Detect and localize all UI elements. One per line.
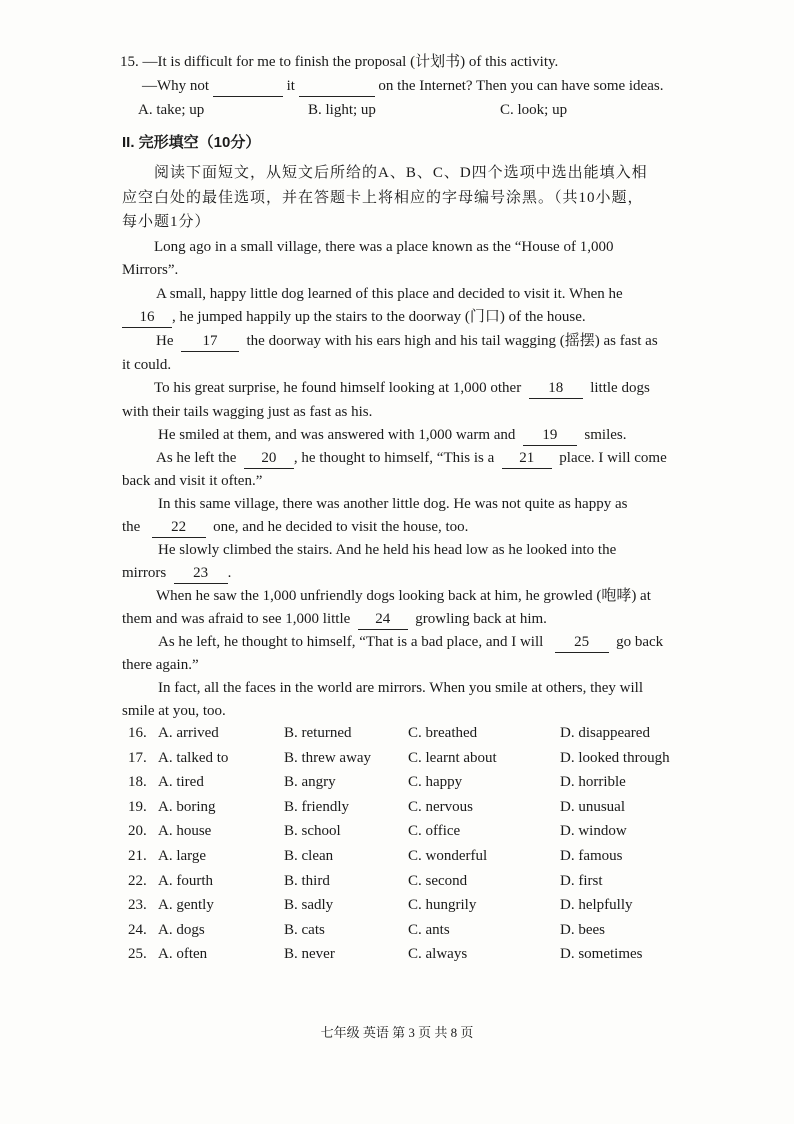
choice-option-d: D. unusual (560, 798, 625, 815)
choice-number: 24. (128, 921, 147, 938)
q15-option-b: B. light; up (308, 102, 376, 118)
blank-24: 24 (358, 609, 408, 630)
blank-22: 22 (152, 517, 206, 538)
blank-17: 17 (181, 331, 239, 352)
choice-number: 21. (128, 848, 147, 864)
choice-option-c: C. ants (408, 921, 450, 938)
blank-19: 19 (523, 425, 577, 446)
passage-p2-line1: A small, happy little dog learned of this place and decided to visit it. When he (156, 286, 623, 302)
choice-number: 19. (128, 798, 147, 815)
choice-number: 22. (128, 872, 147, 889)
choice-number: 16. (128, 725, 147, 741)
passage-p9-line2 (122, 609, 547, 630)
passage-p8-line2 (122, 563, 231, 584)
passage-p3-line2: it could. (122, 357, 172, 373)
q15-line2 (142, 76, 663, 97)
choice-option-b: B. cats (284, 921, 325, 938)
choice-option-d: D. helpfully (560, 897, 633, 914)
passage-p9-line1: When he saw the 1,000 unfriendly dogs looking back at him, he growled (咆哮) at (156, 588, 651, 604)
choice-option-c: C. learnt about (408, 749, 497, 766)
choice-option-d: D. bees (560, 921, 605, 938)
section2-instruction-2: 应空白处的最佳选项，并在答题卡上将相应的字母编号涂黑。（共10小题， (122, 190, 644, 206)
choice-option-b: B. third (284, 872, 330, 889)
choice-option-b: B. school (284, 823, 341, 840)
choice-number: 25. (128, 946, 147, 963)
choice-option-c: C. happy (408, 774, 463, 791)
choice-option-d: D. window (560, 823, 627, 840)
passage-p8-pre: mirrors (122, 565, 167, 581)
choice-option-a: A. talked to (158, 749, 229, 766)
passage-p7-line1: In this same village, there was another little dog. He was not quite as happy as (158, 496, 628, 512)
choice-option-a: A. house (158, 823, 212, 840)
blank-21: 21 (502, 448, 552, 469)
passage-p10-pre: As he left, he thought to himself, “That is a bad place, and I will (158, 634, 544, 650)
passage-p9-text: growling back at him. (415, 611, 547, 627)
q15-blank2 (299, 76, 375, 97)
choice-option-d: D. looked through (560, 749, 670, 766)
passage-p7-text: one, and he decided to visit the house, too. (213, 519, 469, 535)
choice-option-d: D. famous (560, 848, 623, 864)
passage-p1-line2: Mirrors”. (122, 262, 179, 278)
choice-number: 20. (128, 823, 147, 840)
choice-number: 17. (128, 749, 147, 766)
choice-option-c: C. wonderful (408, 848, 488, 864)
passage-p6-text: place. I will come (559, 450, 667, 466)
blank-16: 16 (122, 307, 172, 328)
passage-p10-text: go back (616, 634, 664, 650)
q15-line2-part2: it (282, 78, 299, 94)
choice-option-b: B. threw away (284, 749, 372, 766)
choice-option-b: B. returned (284, 725, 352, 741)
passage-p7-line2 (122, 517, 468, 538)
choice-option-a: A. boring (158, 798, 216, 815)
passage-p11-line1: In fact, all the faces in the world are mirrors. When you smile at others, they will (158, 680, 643, 696)
q15-option-c: C. look; up (500, 102, 568, 118)
choice-option-d: D. first (560, 872, 603, 889)
q15-option-a: A. take; up (138, 102, 205, 118)
choice-option-a: A. dogs (158, 921, 205, 938)
passage-p10-line1 (158, 632, 663, 653)
choice-option-c: C. second (408, 872, 468, 889)
passage-p4-line1 (154, 378, 650, 399)
blank-23: 23 (174, 563, 228, 584)
passage-p9-pre: them and was afraid to see 1,000 little (122, 611, 351, 627)
choice-option-b: B. clean (284, 848, 334, 864)
passage-p7-pre: the (122, 519, 141, 535)
q15-line1: 15. —It is difficult for me to finish the proposal (计划书) of this activity. (120, 54, 559, 70)
choice-option-b: B. angry (284, 774, 336, 791)
choice-option-c: C. hungrily (408, 897, 477, 914)
section2-title: II. 完形填空（10分） (122, 134, 261, 151)
passage-p3-text: the doorway with his ears high and his tail wagging (摇摆) as fast as (246, 333, 658, 349)
section2-instruction-3: 每小题1分） (122, 214, 211, 230)
passage-p6-line2: back and visit it often.” (122, 473, 263, 489)
choice-option-c: C. always (408, 946, 468, 963)
choice-option-b: B. sadly (284, 897, 334, 914)
passage-p11-line2: smile at you, too. (122, 703, 226, 719)
choice-option-a: A. often (158, 946, 208, 963)
passage-p8-text: . (227, 565, 232, 581)
passage-p6-mid: , he thought to himself, “This is a (293, 450, 495, 466)
q15-blank1 (213, 76, 283, 97)
choice-option-c: C. office (408, 823, 461, 840)
page-footer: 七年级 英语 第 3 页 共 8 页 (320, 1025, 474, 1040)
passage-p5-line1 (158, 425, 627, 446)
blank-20: 20 (244, 448, 294, 469)
passage-p5-pre: He smiled at them, and was answered with 1,000 warm and (158, 427, 516, 443)
choice-option-b: B. never (284, 946, 335, 963)
passage-p4-text: little dogs (590, 380, 650, 396)
passage-p4-pre: To his great surprise, he found himself looking at 1,000 other (154, 380, 522, 396)
choice-option-c: C. breathed (408, 725, 478, 741)
passage-p3-pre: He (156, 333, 174, 349)
passage-p2-line2 (122, 307, 586, 328)
choice-option-a: A. large (158, 848, 207, 864)
choice-number: 23. (128, 897, 147, 914)
passage-p6-pre: As he left the (156, 450, 237, 466)
passage-p10-line2: there again.” (122, 657, 199, 673)
passage-p5-text: smiles. (584, 427, 627, 443)
choice-option-d: D. disappeared (560, 725, 650, 741)
choice-option-d: D. sometimes (560, 946, 643, 963)
blank-18: 18 (529, 378, 583, 399)
choice-option-a: A. tired (158, 774, 204, 791)
choice-option-d: D. horrible (560, 774, 626, 791)
passage-p8-line1: He slowly climbed the stairs. And he held his head low as he looked into the (158, 542, 617, 558)
passage-p6-line1 (156, 448, 667, 469)
choice-option-b: B. friendly (284, 798, 349, 815)
choice-option-a: A. arrived (158, 725, 219, 741)
choice-option-a: A. fourth (158, 872, 213, 889)
passage-p4-line2: with their tails wagging just as fast as his. (122, 404, 373, 420)
passage-p1-line1: Long ago in a small village, there was a place known as the “House of 1,000 (154, 239, 614, 255)
section2-instruction-1: 阅读下面短文，从短文后所给的A、B、C、D四个选项中选出能填入相 (154, 165, 648, 181)
q15-line2-part3: on the Internet? Then you can have some ideas. (374, 78, 664, 94)
blank-25: 25 (555, 632, 609, 653)
passage-p2-text: , he jumped happily up the stairs to the doorway (门口) of the house. (172, 309, 586, 325)
choice-number: 18. (128, 774, 147, 791)
q15-line2-part1: —Why not (142, 78, 213, 94)
choice-option-a: A. gently (158, 897, 214, 914)
passage-p3-line1 (156, 331, 658, 352)
choice-option-c: C. nervous (408, 798, 473, 815)
